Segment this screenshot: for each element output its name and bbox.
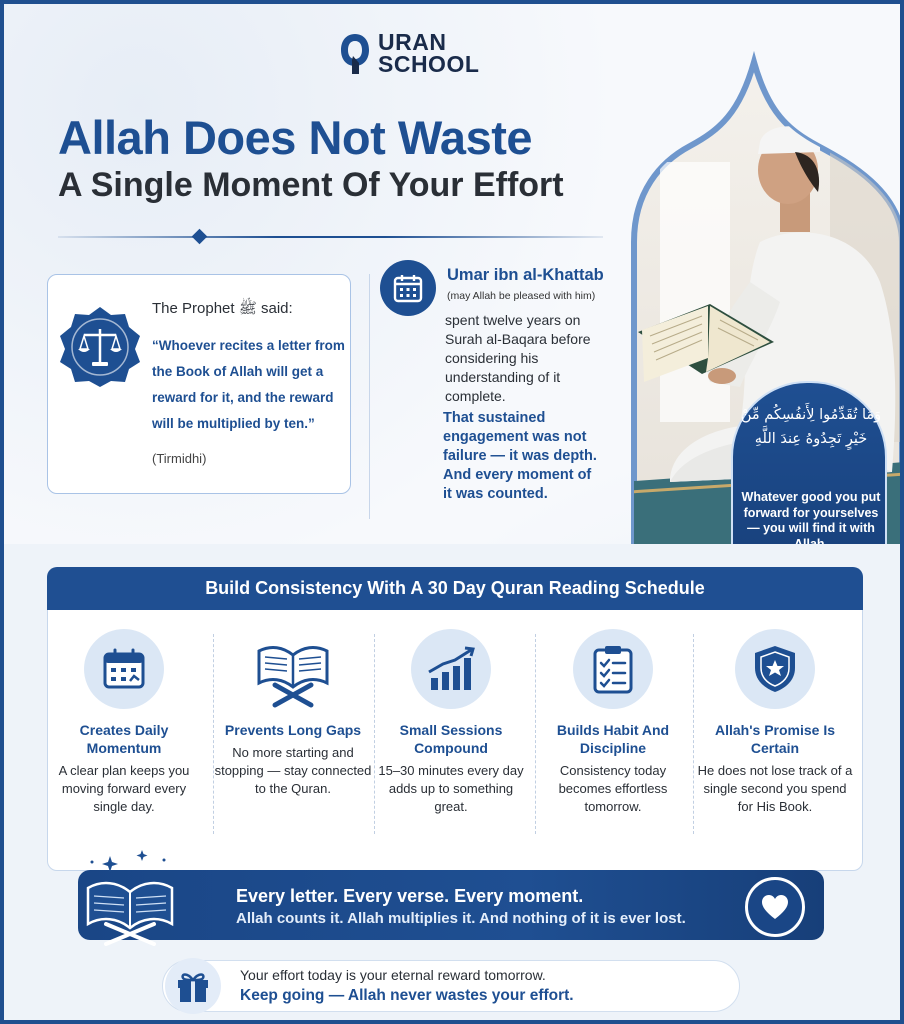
hadith-intro: The Prophet ﷺ said: [152, 300, 293, 317]
umar-honorific: (may Allah be pleased with him) [447, 290, 596, 302]
hadith-text: “Whoever recites a letter from the Book of Allah will get a reward for it, and the reward will be multiplied by ten.” [152, 338, 345, 431]
feature-body: Consistency today becomes effortless tomorrow. [558, 763, 668, 814]
feature-title: Small Sessions Compound [399, 722, 503, 756]
logo-line-1: URAN [378, 29, 447, 56]
umar-name: Umar ibn al-Khattab [447, 266, 604, 284]
feature-daily-momentum [44, 629, 204, 816]
feature-title: Creates Daily Momentum [79, 722, 169, 756]
logo-q-icon [338, 30, 372, 78]
star-shield-icon [735, 629, 815, 709]
open-quran-icon [253, 629, 333, 709]
title-divider [58, 236, 603, 238]
feature-habit-discipline [533, 629, 693, 816]
main-title: Allah Does Not Waste [58, 111, 532, 164]
verse-translation: Whatever good you put forward for yourselves — you will find it with [741, 490, 881, 535]
schedule-heading: Build Consistency With A 30 Day Quran Reading Schedule [47, 567, 863, 610]
verse-arabic: وَمَا تُقَدِّمُوا لِأَنفُسِكُم مِّنْ خَيْرٍ تَجِدُوهُ عِندَ اللَّهِ [740, 407, 882, 447]
banner-line-2: Allah counts it. Allah multiplies it. And nothing of it is ever lost. [236, 910, 686, 927]
heart-icon [745, 877, 805, 937]
feature-title: Allah's Promise Is Certain [714, 722, 836, 756]
feature-body: He does not lose track of a single second you spend for His Book. [697, 763, 853, 814]
logo-line-2: SCHOOL [378, 51, 480, 77]
feature-body: No more starting and stopping — stay connected to the Quran. [214, 745, 372, 796]
hadith-source: (Tirmidhi) [152, 451, 207, 466]
umar-emphasis: That sustained engagement was not failure — it was depth. And every moment of it was counted. [443, 410, 597, 502]
feature-allahs-promise [695, 629, 855, 816]
feature-title: Builds Habit And Discipline [556, 722, 670, 756]
section-divider [369, 274, 370, 519]
calendar-icon [380, 260, 436, 316]
quran-school-logo [338, 30, 479, 78]
hadith-card [47, 274, 351, 494]
divider-diamond-icon [192, 229, 208, 245]
feature-small-sessions [371, 629, 531, 816]
feature-body: A clear plan keeps you moving forward every single day. [58, 763, 190, 814]
checklist-icon [573, 629, 653, 709]
calendar-icon [84, 629, 164, 709]
growth-chart-icon [411, 629, 491, 709]
umar-body: spent twelve years on Surah al-Baqara before considering his understanding of it complete. [445, 312, 591, 404]
feature-body: 15–30 minutes every day adds up to something great. [378, 763, 524, 814]
feature-prevents-gaps [213, 629, 373, 798]
feature-divider [693, 634, 694, 834]
feature-title: Prevents Long Gaps [224, 722, 362, 738]
gift-icon [165, 958, 221, 1014]
scales-badge-icon [58, 305, 142, 389]
footer-line-1: Your effort today is your eternal reward tomorrow. [240, 967, 546, 983]
footer-line-2: Keep going — Allah never wastes your effort. [240, 987, 574, 1004]
main-subtitle: A Single Moment Of Your Effort [58, 166, 564, 204]
banner-line-1: Every letter. Every verse. Every moment. [236, 886, 584, 906]
glowing-quran-icon [80, 846, 180, 946]
